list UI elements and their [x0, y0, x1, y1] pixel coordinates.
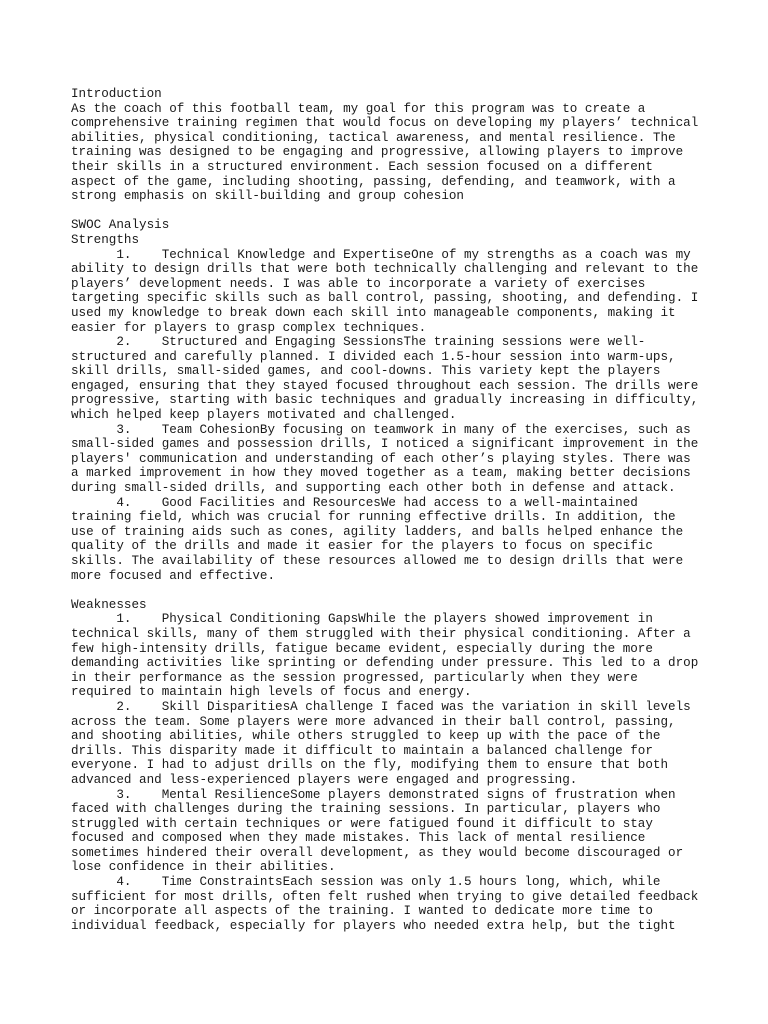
- text-line: skill drills, small-sided games, and cool-downs. This variety kept the players: [71, 364, 661, 379]
- text-line: during small-sided drills, and supporting each other both in defense and attack.: [71, 481, 676, 496]
- text-line: As the coach of this football team, my goal for this program was to create a: [71, 101, 646, 116]
- text-line: focused and composed when they made mistakes. This lack of mental resilience: [71, 831, 646, 846]
- weaknesses-list: [71, 612, 711, 933]
- text-line: training field, which was crucial for running effective drills. In addition, the: [71, 510, 676, 525]
- text-line: skills. The availability of these resources allowed me to design drills that were: [71, 554, 684, 568]
- text-line: strong emphasis on skill-building and group cohesion: [71, 189, 464, 204]
- text-line: in their performance as the session progressed, particularly when they were: [71, 670, 638, 685]
- text-line: abilities, physical conditioning, tactical awareness, and mental resilience. The: [71, 130, 676, 145]
- text-line: few high-intensity drills, fatigue became evident, especially during the more: [71, 641, 653, 656]
- text-line: lose confidence in their abilities.: [71, 860, 336, 875]
- strengths-list: [71, 248, 711, 584]
- text-line: technical skills, many of them struggled with their physical conditioning. After a: [71, 626, 691, 641]
- text-line: everyone. I had to adjust drills on the fly, modifying them to ensure that both: [71, 758, 669, 773]
- introduction-paragraph: [71, 102, 711, 204]
- text-line: faced with challenges during the training sessions. In particular, players who: [71, 802, 661, 817]
- weaknesses-heading: Weaknesses: [71, 597, 147, 612]
- blank-line: [71, 204, 711, 219]
- text-line: easier for players to grasp complex techniques.: [71, 320, 427, 335]
- document-body: [71, 87, 711, 933]
- text-line: targeting specific skills such as ball control, passing, shooting, and defending. I: [71, 291, 699, 306]
- text-line: required to maintain high levels of focus and energy.: [71, 685, 472, 700]
- text-line: small-sided games and possession drills, I noticed a significant improvement in the: [71, 437, 699, 452]
- text-line: training was designed to be engaging and progressive, allowing players to improve: [71, 145, 684, 160]
- text-line: or incorporate all aspects of the training. I wanted to dedicate more time to: [71, 904, 653, 919]
- text-line: 4. Good Facilities and ResourcesWe had access to a well-maintained: [71, 495, 638, 510]
- text-line: 1. Technical Knowledge and ExpertiseOne of my strengths as a coach was my: [71, 247, 691, 262]
- introduction-heading: Introduction: [71, 87, 162, 101]
- text-line: 1. Physical Conditioning GapsWhile the players showed improvement in: [71, 612, 653, 627]
- text-line: quality of the drills and made it easier for the players to focus on specific: [71, 539, 653, 554]
- text-line: their skills in a structured environment. Each session focused on a different: [71, 159, 653, 174]
- text-line: 4. Time ConstraintsEach session was only 1.5 hours long, which, while: [71, 875, 661, 890]
- text-line: 2. Skill DisparitiesA challenge I faced was the variation in skill levels: [71, 699, 691, 714]
- text-line: which helped keep players motivated and challenged.: [71, 408, 457, 423]
- text-line: 3. Mental ResilienceSome players demonstrated signs of frustration when: [71, 787, 676, 802]
- text-line: sufficient for most drills, often felt rushed when trying to give detailed feedback: [71, 889, 699, 904]
- text-line: and shooting abilities, while others struggled to keep up with the pace of the: [71, 729, 661, 744]
- text-line: players' communication and understanding of each other’s playing styles. There was: [71, 451, 691, 466]
- blank-line: [71, 583, 711, 598]
- text-line: across the team. Some players were more advanced in their ball control, passing,: [71, 714, 676, 729]
- text-line: sometimes hindered their overall development, as they would become discouraged or: [71, 845, 684, 860]
- text-line: more focused and effective.: [71, 568, 276, 583]
- text-line: 2. Structured and Engaging SessionsThe training sessions were well-: [71, 335, 646, 350]
- text-line: advanced and less-experienced players were engaged and progressing.: [71, 772, 578, 787]
- text-line: a marked improvement in how they moved together as a team, making better decisions: [71, 466, 691, 481]
- text-line: drills. This disparity made it difficult to maintain a balanced challenge for: [71, 743, 653, 758]
- text-line: players’ development needs. I was able to incorporate a variety of exercises: [71, 276, 646, 291]
- text-line: struggled with certain techniques or were fatigued found it difficult to stay: [71, 816, 653, 831]
- text-line: demanding activities like sprinting or defending under pressure. This led to a drop: [71, 656, 699, 671]
- text-line: ability to design drills that were both technically challenging and relevant to the: [71, 262, 699, 277]
- text-line: structured and carefully planned. I divided each 1.5-hour session into warm-ups,: [71, 349, 676, 364]
- text-line: individual feedback, especially for players who needed extra help, but the tight: [71, 918, 676, 933]
- text-line: engaged, ensuring that they stayed focused throughout each session. The drills were: [71, 378, 699, 393]
- swoc-analysis-heading: SWOC Analysis: [71, 218, 170, 233]
- text-line: comprehensive training regimen that would focus on developing my players’ technical: [71, 116, 699, 131]
- text-line: progressive, starting with basic techniques and gradually increasing in difficulty,: [71, 393, 699, 408]
- strengths-heading: Strengths: [71, 232, 140, 247]
- text-line: 3. Team CohesionBy focusing on teamwork in many of the exercises, such as: [71, 422, 691, 437]
- text-line: used my knowledge to break down each skill into manageable components, making it: [71, 305, 676, 320]
- text-line: use of training aids such as cones, agility ladders, and balls helped enhance the: [71, 524, 684, 539]
- text-line: aspect of the game, including shooting, passing, defending, and teamwork, with a: [71, 174, 676, 189]
